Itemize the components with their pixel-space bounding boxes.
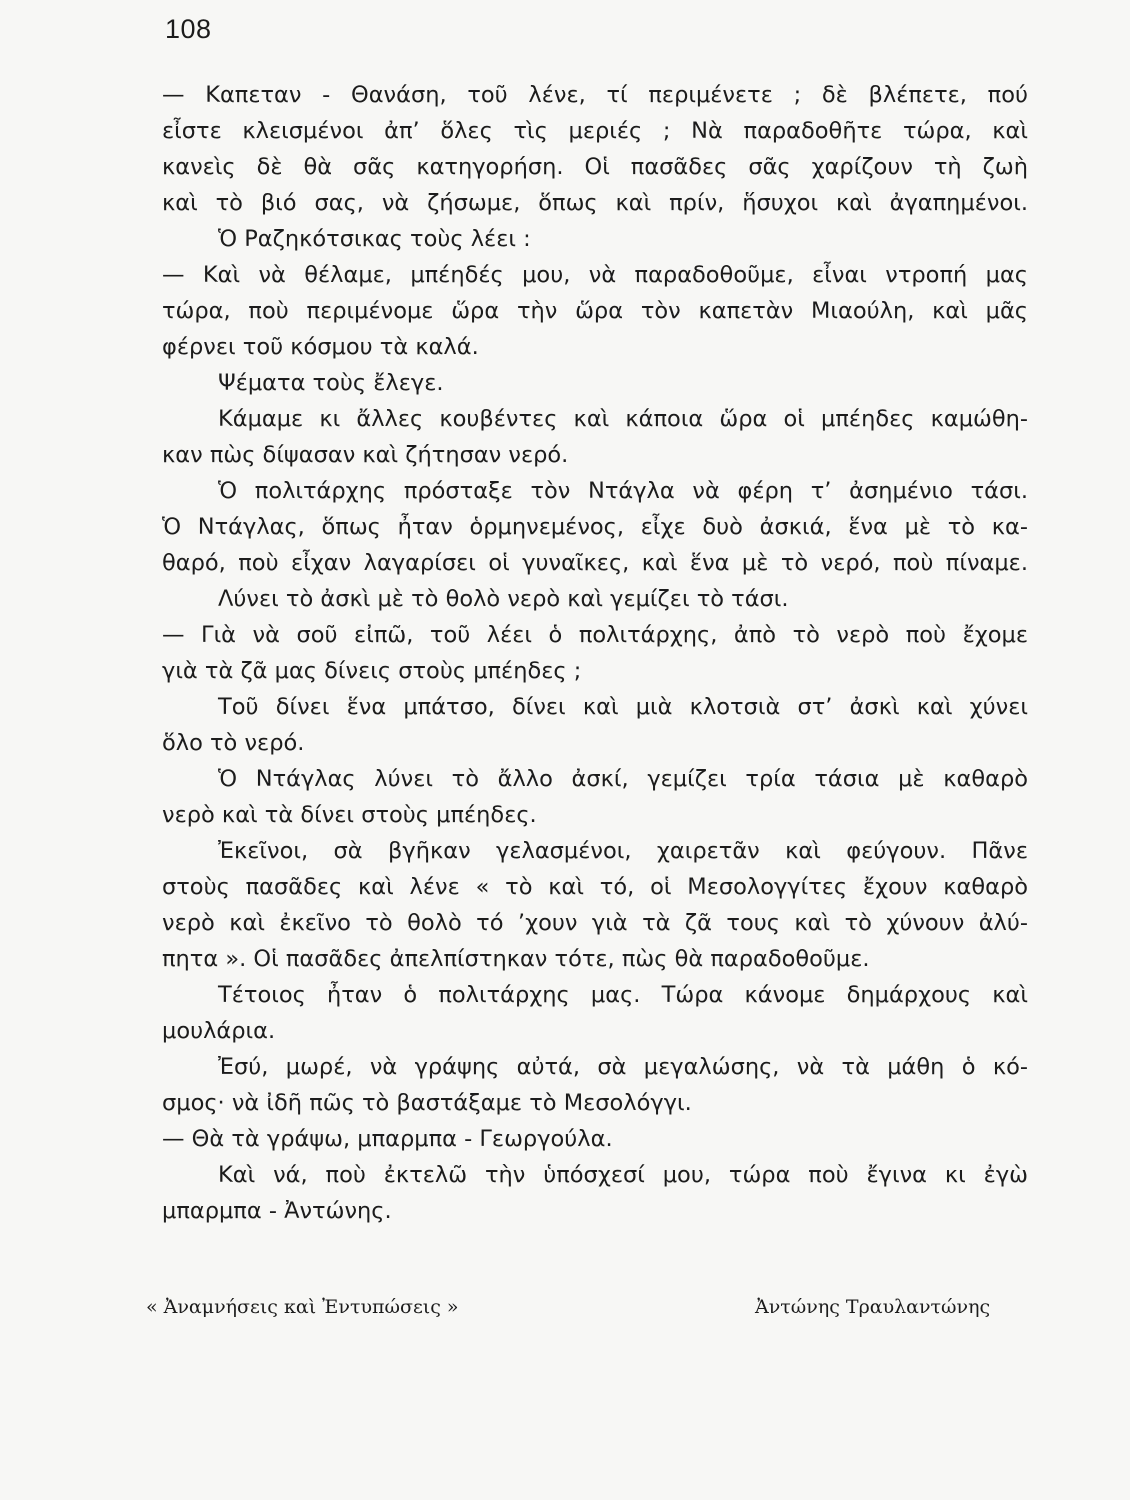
text-line: Ὁ Ντάγλας λύνει τὸ ἄλλο ἀσκί, γεμίζει τρία τάσια μὲ καθαρὸ (218, 766, 1028, 792)
text-line: Ὁ πολιτάρχης πρόσταξε τὸν Ντάγλα νὰ φέρη τ’ ἀσημένιο τάσι. (218, 478, 1028, 504)
text-line: Τέτοιος ἦταν ὁ πολιτάρχης μας. Τώρα κάνομε δημάρχους καὶ (218, 982, 1028, 1008)
text-line: Κάμαμε κι ἄλλες κουβέντες καὶ κάποια ὥρα οἱ μπέηδες καμώθη- (218, 406, 1028, 432)
text-line: μουλάρια. (162, 1018, 276, 1044)
text-line: καν πὼς δίψασαν καὶ ζήτησαν νερό. (162, 442, 569, 468)
text-line: Ψέματα τοὺς ἔλεγε. (218, 370, 444, 396)
text-line: γιὰ τὰ ζᾶ μας δίνεις στοὺς μπέηδες ; (162, 658, 582, 684)
text-line: νερὸ καὶ τὰ δίνει στοὺς μπέηδες. (162, 802, 537, 828)
text-line: ὅλο τὸ νερό. (162, 730, 305, 756)
text-line: Καὶ νά, ποὺ ἐκτελῶ τὴν ὑπόσχεσί μου, τώρα ποὺ ἔγινα κι ἐγὼ (218, 1162, 1028, 1188)
text-line: σμος· νὰ ἰδῆ πῶς τὸ βαστάξαμε τὸ Μεσολόγγι. (162, 1090, 692, 1116)
text-line: θαρό, ποὺ εἶχαν λαγαρίσει οἱ γυναῖκες, καὶ ἕνα μὲ τὸ νερό, ποὺ πίναμε. (162, 550, 1028, 576)
text-line: Τοῦ δίνει ἕνα μπάτσο, δίνει καὶ μιὰ κλοτσιὰ στ’ ἀσκὶ καὶ χύνει (218, 694, 1028, 720)
text-line: Ἐκεῖνοι, σὰ βγῆκαν γελασμένοι, χαιρετᾶν καὶ φεύγουν. Πᾶνε (218, 838, 1028, 864)
text-line: — Καπεταν - Θανάση, τοῦ λένε, τί περιμένετε ; δὲ βλέπετε, πού (162, 82, 1028, 108)
text-line: νερὸ καὶ ἐκεῖνο τὸ θολὸ τό ’χουν γιὰ τὰ ζᾶ τους καὶ τὸ χύνουν ἀλύ- (162, 910, 1028, 936)
text-line: φέρνει τοῦ κόσμου τὰ καλά. (162, 334, 479, 360)
text-line: καὶ τὸ βιό σας, νὰ ζήσωμε, ὅπως καὶ πρίν, ἥσυχοι καὶ ἀγαπημένοι. (162, 190, 1028, 216)
text-line: Ὁ Ραζηκότσικας τοὺς λέει : (218, 226, 531, 252)
text-line: πητα ». Οἱ πασᾶδες ἀπελπίστηκαν τότε, πὼς θὰ παραδοθοῦμε. (162, 946, 870, 972)
text-line: — Θὰ τὰ γράψω, μπαρμπα - Γεωργούλα. (162, 1126, 613, 1152)
footer-source: « Ἀναμνήσεις καὶ Ἐντυπώσεις » (146, 1296, 459, 1318)
text-line: Ὁ Ντάγλας, ὅπως ἦταν ὁρμηνεμένος, εἶχε δυὸ ἀσκιά, ἕνα μὲ τὸ κα- (162, 514, 1028, 540)
page-number: 108 (165, 14, 212, 44)
text-line: μπαρμπα - Ἀντώνης. (162, 1198, 392, 1224)
text-line: στοὺς πασᾶδες καὶ λένε « τὸ καὶ τό, οἱ Μεσολογγίτες ἔχουν καθαρὸ (162, 874, 1028, 900)
text-line: Λύνει τὸ ἀσκὶ μὲ τὸ θολὸ νερὸ καὶ γεμίζει τὸ τάσι. (218, 586, 789, 612)
text-line: — Καὶ νὰ θέλαμε, μπέηδές μου, νὰ παραδοθοῦμε, εἶναι ντροπή μας (162, 262, 1028, 288)
text-line: κανεὶς δὲ θὰ σᾶς κατηγορήση. Οἱ πασᾶδες σᾶς χαρίζουν τὴ ζωὴ (162, 154, 1028, 180)
text-line: τώρα, ποὺ περιμένομε ὥρα τὴν ὥρα τὸν καπετὰν Μιαούλη, καὶ μᾶς (162, 298, 1028, 324)
text-line: — Γιὰ νὰ σοῦ εἰπῶ, τοῦ λέει ὁ πολιτάρχης, ἀπὸ τὸ νερὸ ποὺ ἔχομε (162, 622, 1028, 648)
text-line: Ἐσύ, μωρέ, νὰ γράψης αὐτά, σὰ μεγαλώσης, νὰ τὰ μάθη ὁ κό- (218, 1054, 1028, 1080)
footer-author: Ἀντώνης Τραυλαντώνης (755, 1296, 991, 1318)
text-line: εἶστε κλεισμένοι ἀπ’ ὅλες τὶς μεριές ; Νὰ παραδοθῆτε τώρα, καὶ (162, 118, 1028, 144)
